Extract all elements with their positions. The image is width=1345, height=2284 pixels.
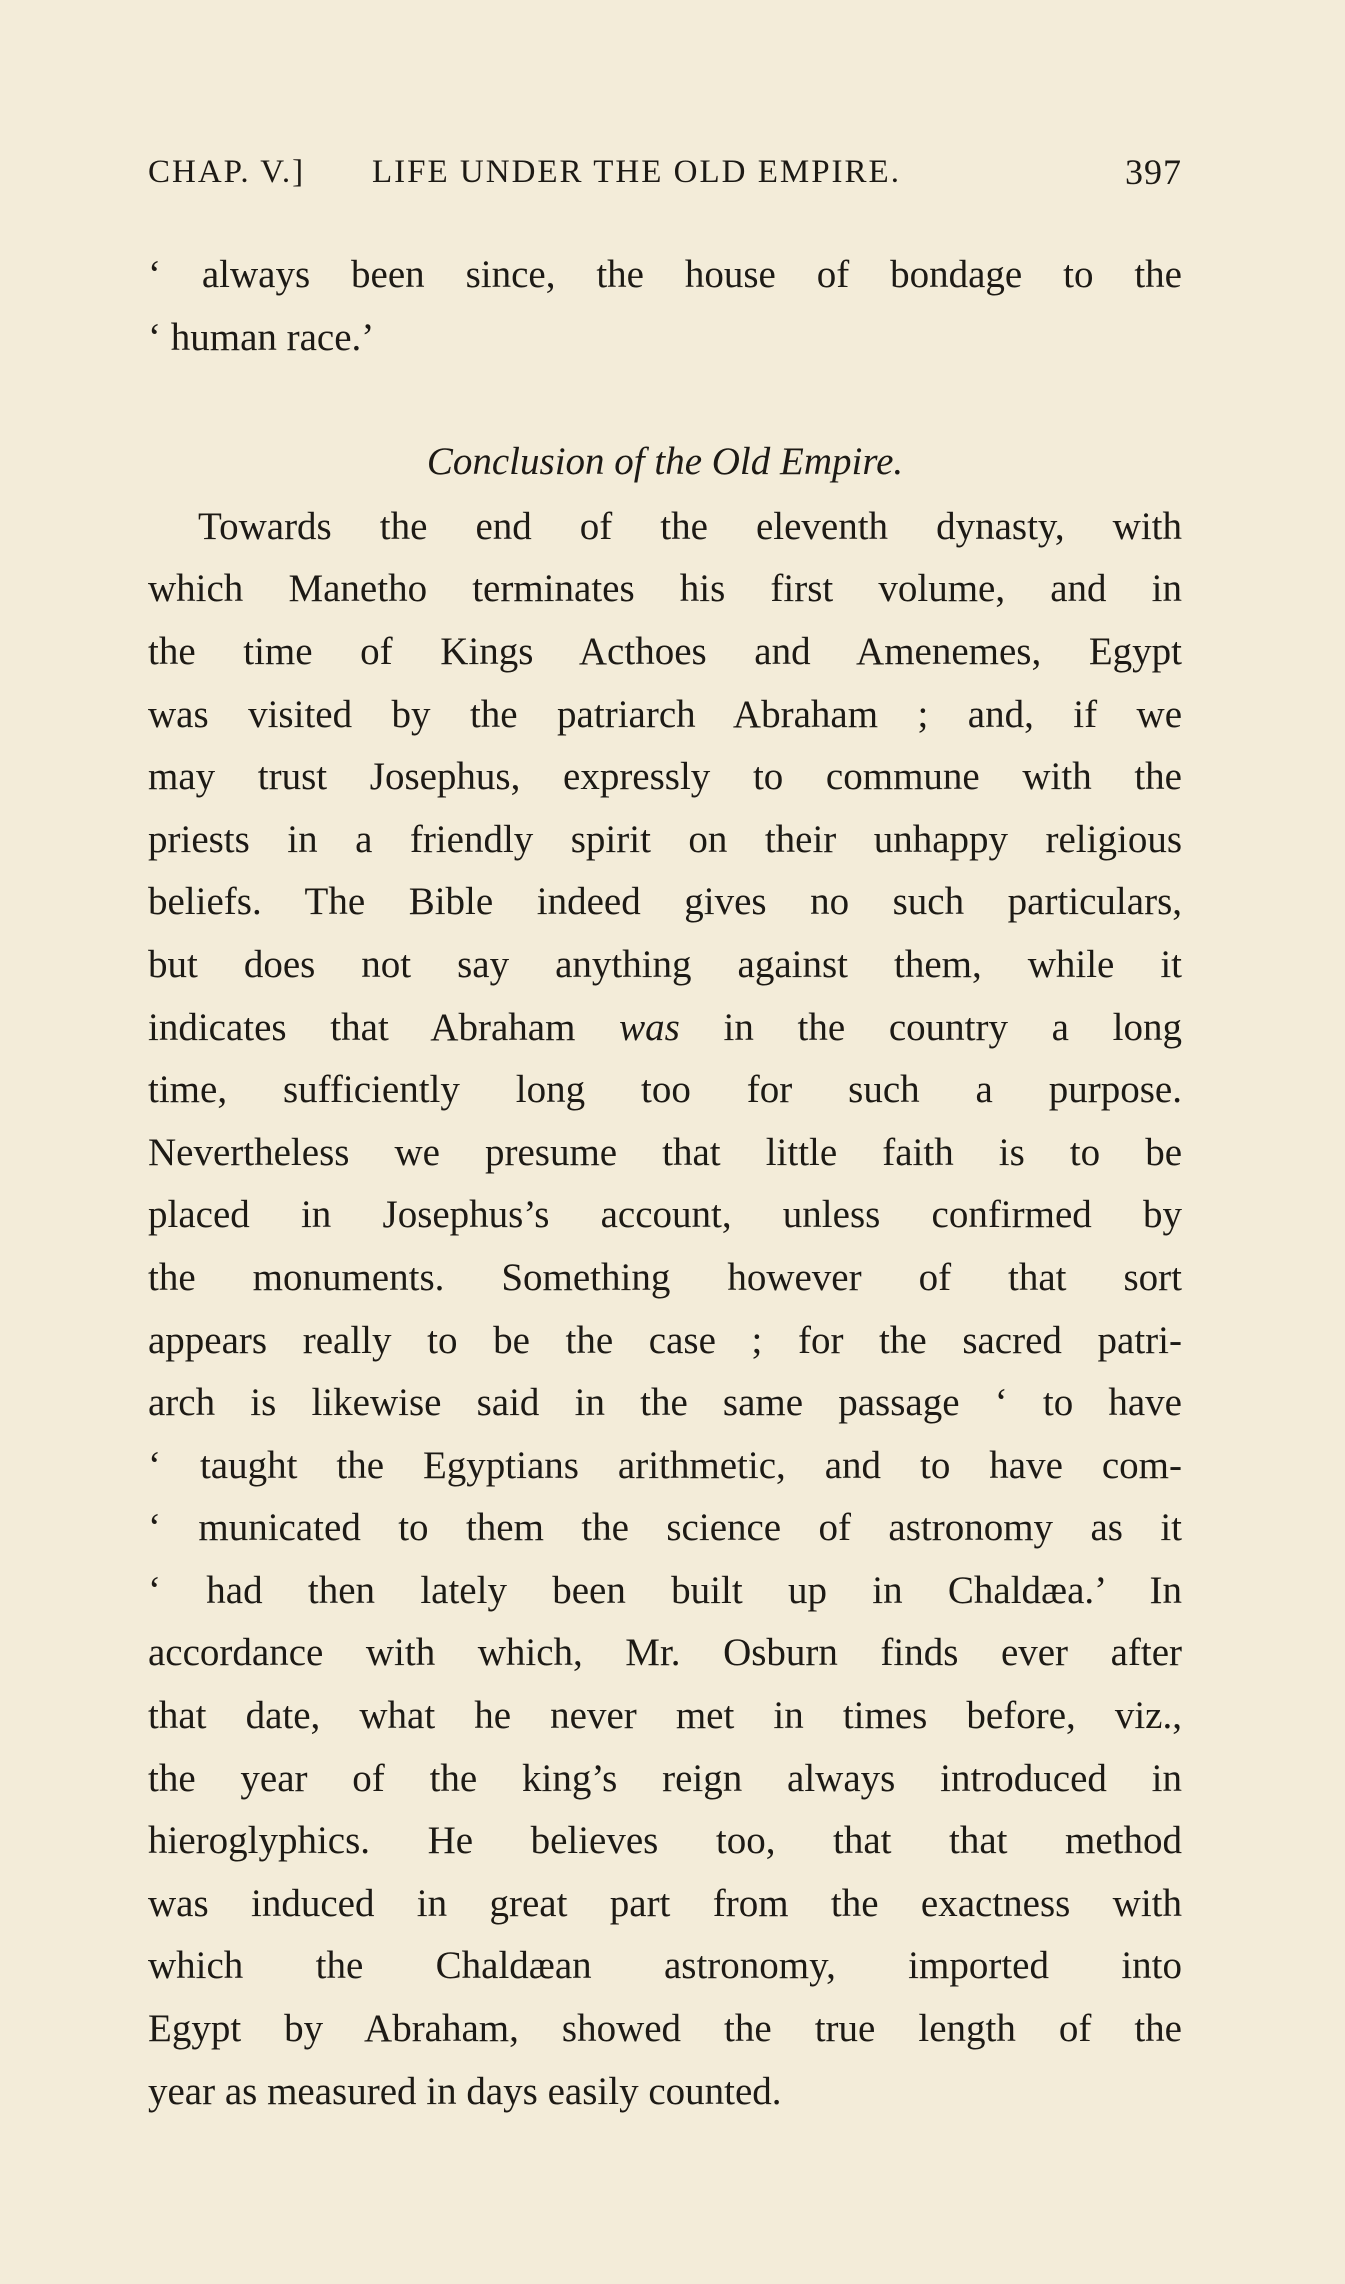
paragraph-line: placed in Josephus’s account, unless confirmed by xyxy=(148,1193,1182,1237)
paragraph-line: priests in a friendly spirit on their unhappy religious xyxy=(148,817,1182,861)
paragraph-line: which the Chaldæan astronomy, imported into xyxy=(148,1944,1182,1988)
paragraph-line: Egypt by Abraham, showed the true length of the xyxy=(148,2007,1182,2051)
paragraph-line: ‘ had then lately been built up in Chaldæa.’ In xyxy=(148,1568,1182,1612)
paragraph-line: hieroglyphics. He believes too, that that method xyxy=(148,1819,1182,1863)
paragraph-line: may trust Josephus, expressly to commune with the xyxy=(148,755,1182,799)
paragraph-line: but does not say anything against them, while it xyxy=(148,942,1182,986)
italic-word: was xyxy=(619,1005,680,1049)
body-text xyxy=(148,244,1182,2123)
quote-line: ‘ always been since, the house of bondage to the xyxy=(148,253,1182,296)
line-text: in the country a long xyxy=(679,1005,1182,1049)
paragraph-line: year as measured in days easily counted. xyxy=(148,2069,782,2113)
paragraph-line: the monuments. Something however of that sort xyxy=(148,1255,1182,1299)
paragraph-line: beliefs. The Bible indeed gives no such particulars, xyxy=(148,880,1182,924)
paragraph-line: the time of Kings Acthoes and Amenemes, Egypt xyxy=(148,629,1182,673)
line-text: indicates that Abraham xyxy=(148,1005,620,1049)
section-heading: Conclusion of the Old Empire. xyxy=(426,440,904,484)
paragraph-line: time, sufficiently long too for such a purpose. xyxy=(148,1068,1182,1112)
paragraph-line: Towards the end of the eleventh dynasty, with xyxy=(198,504,1182,548)
running-title: LIFE UNDER THE OLD EMPIRE. xyxy=(372,154,901,190)
page-number: 397 xyxy=(1125,152,1182,192)
quote-line: ‘ human race.’ xyxy=(148,315,375,359)
paragraph-line: the year of the king’s reign always introduced in xyxy=(148,1756,1182,1800)
paragraph-line: that date, what he never met in times before, viz., xyxy=(148,1694,1182,1738)
paragraph-line: ‘ municated to them the science of astronomy as it xyxy=(148,1506,1182,1550)
chapter-label: CHAP. V.] xyxy=(148,154,306,190)
paragraph-line: which Manetho terminates his first volume, and in xyxy=(148,567,1182,611)
paragraph-line: appears really to be the case ; for the sacred patri- xyxy=(148,1318,1182,1362)
paragraph-line xyxy=(148,997,1182,1060)
paragraph-line: was induced in great part from the exactness with xyxy=(148,1881,1182,1925)
running-header xyxy=(148,150,1182,194)
paragraph-line: arch is likewise said in the same passage ‘ to have xyxy=(148,1381,1182,1425)
paragraph-line: ‘ taught the Egyptians arithmetic, and to have com- xyxy=(148,1443,1182,1487)
paragraph-line: was visited by the patriarch Abraham ; and, if we xyxy=(148,692,1182,736)
paragraph-line: Nevertheless we presume that little faith is to be xyxy=(148,1130,1182,1174)
paragraph-line: accordance with which, Mr. Osburn finds ever after xyxy=(148,1631,1182,1675)
